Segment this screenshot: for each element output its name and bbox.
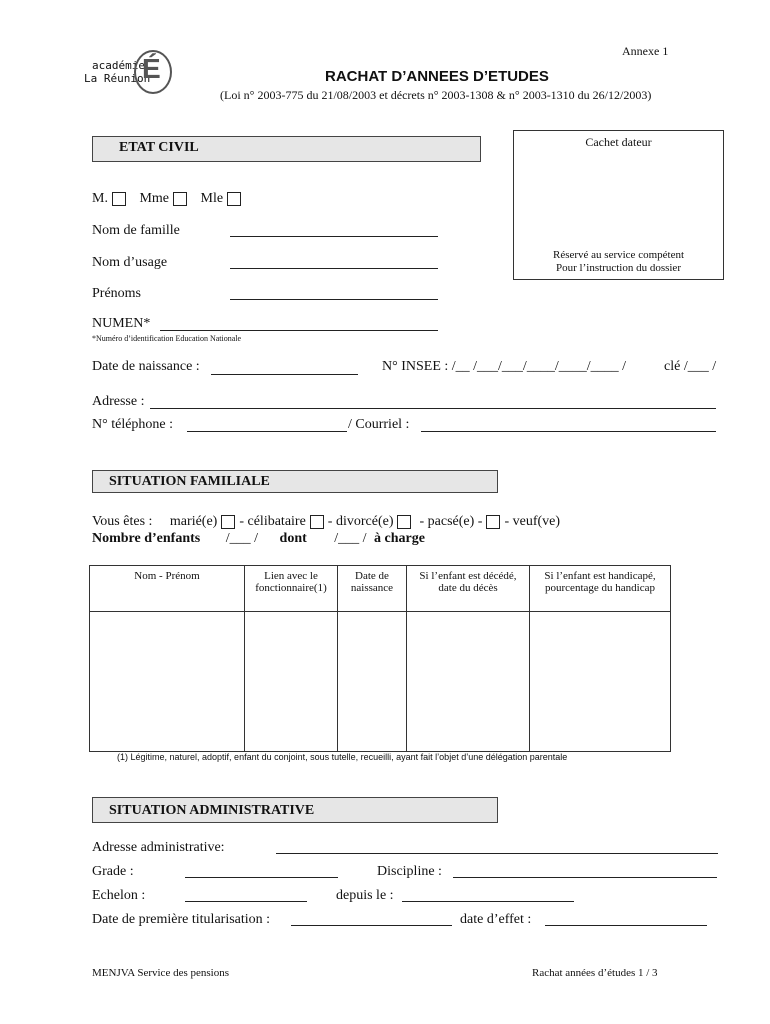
numen-note: *Numéro d’identification Education Nationale: [92, 334, 242, 343]
col-handicap: Si l’enfant est handicapé, pourcentage du handicap: [530, 566, 671, 612]
marital-status-row: [92, 514, 560, 530]
courriel-label: / Courriel :: [348, 417, 410, 432]
page-subtitle: (Loi n° 2003-775 du 21/08/2003 et décrets n° 2003-1308 & n° 2003-1310 du 26/12/2003): [220, 88, 652, 102]
col-lien: Lien avec le fonctionnaire(1): [245, 566, 338, 612]
pacse-checkbox[interactable]: [486, 515, 500, 529]
depuis-label: depuis le :: [336, 888, 394, 903]
insee-label[interactable]: N° INSEE : /__ /___/___/____/____/____ /: [382, 359, 626, 374]
logo-letter: É: [142, 53, 161, 84]
courriel-field[interactable]: [421, 417, 716, 432]
table-cell[interactable]: [407, 612, 530, 752]
numen-label: NUMEN*: [92, 316, 151, 331]
cle-label[interactable]: clé /___ /: [664, 359, 717, 374]
civility-mme-label: Mme: [139, 191, 170, 206]
stamp-note-1: Réservé au service compétent: [552, 249, 685, 261]
marie-checkbox[interactable]: [221, 515, 235, 529]
discipline-field[interactable]: [453, 863, 717, 878]
situation-administrative-heading: SITUATION ADMINISTRATIVE: [92, 797, 498, 823]
adresse-admin-field[interactable]: [276, 839, 718, 854]
divorce-label: - divorcé(e): [327, 514, 394, 529]
etat-civil-heading: ETAT CIVIL: [92, 136, 481, 162]
annex-label: Annexe 1: [622, 44, 669, 58]
celibataire-checkbox[interactable]: [310, 515, 324, 529]
page-title: RACHAT D’ANNEES D’ETUDES: [325, 68, 549, 85]
a-charge-label: à charge: [374, 531, 425, 546]
nom-famille-label: Nom de famille: [92, 223, 180, 238]
civility-row: [92, 191, 245, 207]
civility-mme-checkbox[interactable]: [173, 192, 187, 206]
table-cell[interactable]: [530, 612, 671, 752]
stamp-note-2: Pour l’instruction du dossier: [556, 262, 681, 274]
table-cell[interactable]: [90, 612, 245, 752]
stamp-box: [513, 130, 724, 280]
table-cell[interactable]: [245, 612, 338, 752]
numen-field[interactable]: [160, 316, 438, 331]
table-cell[interactable]: [338, 612, 407, 752]
date-effet-field[interactable]: [545, 911, 707, 926]
footer-right: Rachat années d’études 1 / 3: [532, 967, 658, 979]
date-naissance-label: Date de naissance :: [92, 359, 200, 374]
footer-left: MENJVA Service des pensions: [92, 967, 229, 979]
children-table: [89, 565, 671, 752]
stamp-title: Cachet dateur: [585, 135, 652, 149]
situation-familiale-heading: SITUATION FAMILIALE: [92, 470, 498, 493]
discipline-label: Discipline :: [377, 864, 442, 879]
nom-usage-label: Nom d’usage: [92, 255, 168, 270]
nombre-enfants-field[interactable]: /___ /: [225, 531, 259, 546]
veuf-label: - veuf(ve): [504, 514, 561, 529]
nom-famille-field[interactable]: [230, 222, 438, 237]
enfants-charge-field[interactable]: /___ /: [334, 531, 367, 546]
adresse-label: Adresse :: [92, 394, 145, 409]
adresse-field[interactable]: [150, 394, 716, 409]
date-naissance-field[interactable]: [211, 360, 358, 375]
prenoms-label: Prénoms: [92, 286, 141, 301]
date-effet-label: date d’effet :: [460, 912, 532, 927]
col-date-naissance: Date de naissance: [338, 566, 407, 612]
depuis-field[interactable]: [402, 887, 574, 902]
children-table-body[interactable]: [90, 612, 671, 752]
col-nom-prenom: Nom - Prénom: [90, 566, 245, 612]
civility-m-label: M.: [92, 191, 108, 206]
echelon-field[interactable]: [185, 887, 307, 902]
pacse-label: - pacsé(e) -: [419, 514, 483, 529]
civility-mle-checkbox[interactable]: [227, 192, 241, 206]
dont-label: dont: [279, 531, 307, 546]
logo-line1: académie: [92, 59, 145, 72]
children-row: [92, 531, 425, 547]
nom-usage-field[interactable]: [230, 254, 438, 269]
prenoms-field[interactable]: [230, 285, 438, 300]
children-table-header: [90, 566, 671, 612]
date-titularisation-label: Date de première titularisation :: [92, 912, 271, 927]
divorce-checkbox[interactable]: [397, 515, 411, 529]
vous-etes-label: Vous êtes :: [92, 514, 153, 529]
table-footnote: (1) Légitime, naturel, adoptif, enfant du conjoint, sous tutelle, recueilli, ayant fait l’objet d’une délégation parentale: [117, 752, 568, 762]
grade-label: Grade :: [92, 864, 134, 879]
civility-m-checkbox[interactable]: [112, 192, 126, 206]
col-deces: Si l’enfant est décédé, date du décès: [407, 566, 530, 612]
academy-logo: [82, 40, 172, 96]
marie-label: marié(e): [169, 514, 218, 529]
grade-field[interactable]: [185, 863, 338, 878]
adresse-admin-label: Adresse administrative:: [92, 840, 225, 855]
logo-line2: La Réunion: [84, 72, 151, 85]
civility-mle-label: Mle: [200, 191, 224, 206]
telephone-label: N° téléphone :: [92, 417, 174, 432]
celibataire-label: - célibataire: [239, 514, 306, 529]
nombre-enfants-label: Nombre d’enfants: [92, 531, 201, 546]
date-titularisation-field[interactable]: [291, 911, 452, 926]
telephone-field[interactable]: [187, 417, 347, 432]
echelon-label: Echelon :: [92, 888, 146, 903]
